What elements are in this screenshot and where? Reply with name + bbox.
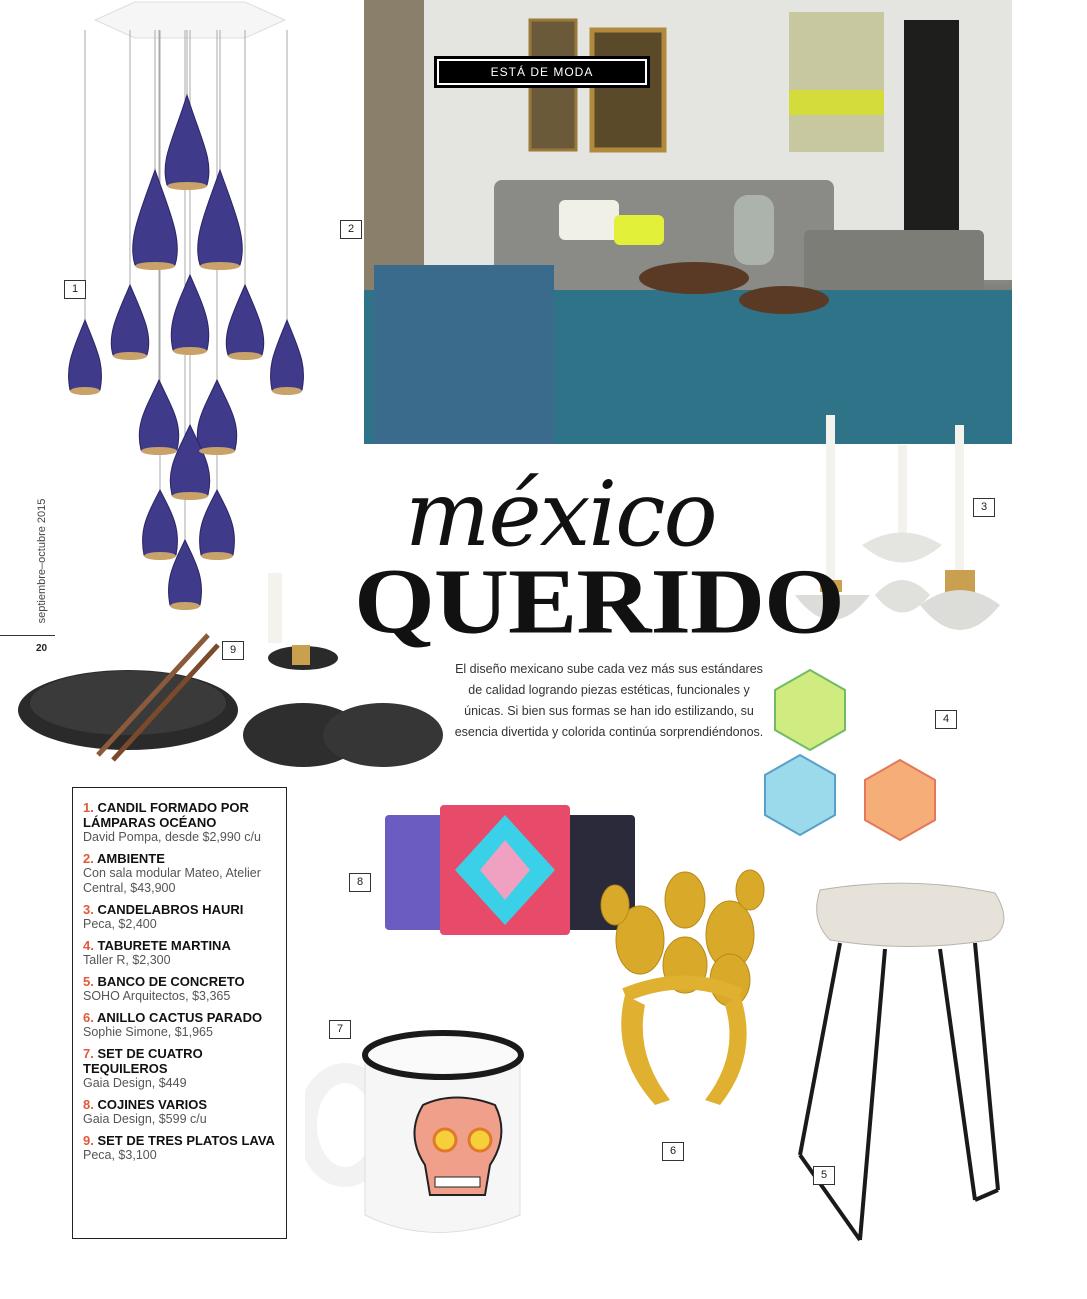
credit-item [83,1097,276,1127]
chandelier-image [55,0,325,620]
credit-item [83,851,276,896]
credits-box [72,787,287,1239]
callout-9: 9 [222,641,244,660]
credit-number: 6. [83,1010,94,1025]
issue-date: septiembre–octubre 2015 [36,498,48,624]
credit-detail: Peca, $2,400 [83,917,157,931]
credit-detail: SOHO Arquitectos, $3,365 [83,989,231,1003]
credit-name: BANCO DE CONCRETO [97,974,245,989]
credit-name: CANDELABROS HAURI [97,902,244,917]
cactus-ring-image [580,865,790,1130]
credit-item [83,938,276,968]
concrete-stool-image [790,875,1025,1250]
credit-item [83,1010,276,1040]
page-number: 20 [36,643,48,654]
intro-paragraph: El diseño mexicano sube cada vez más sus estándares de calidad logrando piezas estéticas, funcionales y únicas. Si bien sus formas se han ido estilizando, su esencia divertida y colorida continúa sorprendiéndonos. [454,662,764,739]
title-script: méxico [405,462,716,567]
credit-detail: Gaia Design, $449 [83,1076,187,1090]
callout-2: 2 [340,220,362,239]
title-main: QUERIDO [354,549,844,654]
callout-1: 1 [64,280,86,299]
credit-number: 3. [83,902,94,917]
credit-name: CANDIL FORMADO POR LÁMPARAS OCÉANO [83,800,249,830]
credit-item [83,974,276,1004]
page-rule [0,635,55,636]
credit-detail: Taller R, $2,300 [83,953,171,967]
credit-name: COJINES VARIOS [97,1097,208,1112]
callout-4: 4 [935,710,957,729]
credit-name: SET DE TRES PLATOS LAVA [97,1133,275,1148]
credit-name: TABURETE MARTINA [97,938,231,953]
credit-number: 8. [83,1097,94,1112]
credit-item [83,902,276,932]
credit-detail: Sophie Simone, $1,965 [83,1025,213,1039]
credit-item [83,1133,276,1163]
credit-name: ANILLO CACTUS PARADO [96,1010,263,1025]
section-tag: ESTÁ DE MODA [435,57,649,87]
callout-6: 6 [662,1142,684,1161]
credit-number: 4. [83,938,94,953]
credit-detail: Gaia Design, $599 c/u [83,1112,207,1126]
credit-detail: David Pompa, desde $2,990 c/u [83,830,261,844]
credit-number: 5. [83,974,94,989]
credit-detail: Con sala modular Mateo, Atelier Central, $43,900 [83,866,261,895]
credit-number: 9. [83,1133,94,1148]
credit-number: 7. [83,1046,94,1061]
credit-name: SET DE CUATRO TEQUILEROS [83,1046,203,1076]
mug-image [305,1015,535,1250]
credit-number: 2. [83,851,94,866]
credit-name: AMBIENTE [96,851,165,866]
callout-8: 8 [349,873,371,892]
credit-item [83,800,276,845]
credit-number: 1. [83,800,94,815]
callout-5: 5 [813,1166,835,1185]
stool-hexagon-image [750,665,955,850]
callout-7: 7 [329,1020,351,1039]
callout-3: 3 [973,498,995,517]
credit-item [83,1046,276,1091]
credit-detail: Peca, $3,100 [83,1148,157,1162]
